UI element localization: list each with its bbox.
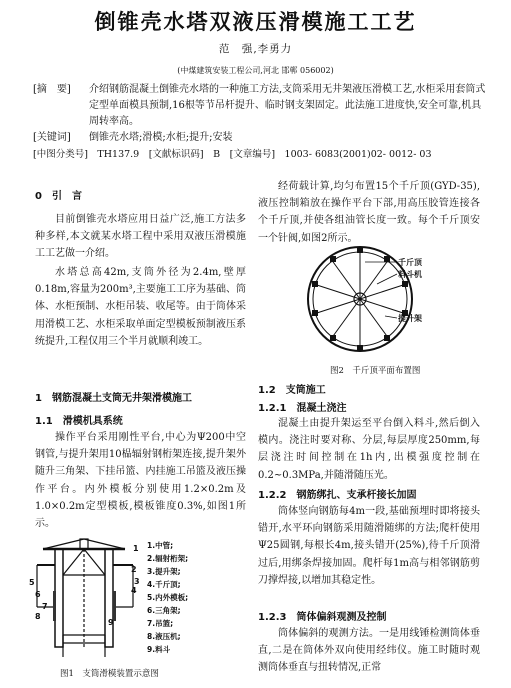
- section-1-1-paragraph: 操作平台采用刚性平台,中心为Ψ200中空钢管,与提升架用10榀辐射钢桁架连接,提升架外随升三角架、下挂吊篮、内挂施工吊篮及液压操作平台。内外模板分别使用1.2×0.2m及1.0×0.2m定型模板,模板锥度0.3%,如图1所示。: [35, 432, 246, 530]
- section-intro-heading: 0 引 言: [35, 191, 82, 202]
- legend-item: 7.吊篮;: [147, 619, 174, 628]
- legend-item: 9.料斗: [147, 645, 171, 654]
- fig1-callout-4: 4: [131, 586, 137, 595]
- fig1-callout-9: 9: [108, 618, 114, 627]
- section-1-2-1-heading: 1.2.1 混凝土浇注: [258, 403, 347, 414]
- classification-line: [中图分类号] TH137.9 [文献标识码] B [文章编号] 1003- 6083(2001)02- 0012- 03: [33, 149, 432, 160]
- intro-paragraph-2: 水塔总高42m,支筒外径为2.4m,壁厚0.18m,容量为200m³,主要施工工序为基础、筒体、水柜预制、水柜吊装、收尾等。由于筒体采用滑模工艺、水柜采取单面定型模板预制液压系统提升,工程仅用三个半月就顺利竣工。: [35, 267, 246, 347]
- intro-paragraph-1: 目前倒锥壳水塔应用日益广泛,施工方法多种多样,本文就某水塔工程中采用双液压滑模施工工艺做一介绍。: [35, 214, 246, 260]
- fig1-callout-2: 2: [131, 565, 137, 574]
- fig1-callout-8: 8: [35, 612, 41, 621]
- keywords: [33, 130, 488, 146]
- legend-item: 6.三角架;: [147, 606, 181, 615]
- section-1-2-heading: 1.2 支筒施工: [258, 385, 326, 396]
- fig1-callout-7: 7: [42, 602, 48, 611]
- legend-item: 3.提升架;: [147, 567, 181, 576]
- figure-1-caption: 图1 支筒滑模装置示意图: [60, 669, 159, 679]
- figure-2-caption: 图2 千斤顶平面布置图: [330, 366, 421, 376]
- authors: 范 强,李勇力: [218, 43, 293, 55]
- fig1-callout-1: 1: [133, 544, 139, 553]
- section-1-2-2-paragraph: 筒体竖向钢筋每4m一段,基础预埋时即将接头错开,水平环向钢筋采用随滑随绑的方法;爬杆使用Ψ25圆钢,每根长4m,接头错开(25%),待千斤顶滑过后,用绑条焊接加固。爬杆每1m高与相邻钢筋剪刀撑焊接,以增加其稳定性。: [258, 506, 480, 586]
- section-1-2-2-heading: 1.2.2 钢筋绑扎、支承杆接长加固: [258, 490, 417, 501]
- legend-item: 1.中管;: [147, 541, 174, 550]
- legend-item: 8.液压机;: [147, 632, 181, 641]
- fig1-callout-5: 5: [29, 578, 35, 587]
- legend-item: 4.千斤顶;: [147, 580, 181, 589]
- figure-1-drawing: [33, 535, 145, 665]
- section-1-2-1-paragraph: 混凝土由提升架运至平台倒入料斗,然后倒入模内。浇注时要对称、分层,每层厚度250mm,每层浇注时间控制在1h内,出模强度控制在0.2~0.3MPa,并随滑随压光。: [258, 418, 480, 481]
- legend-item: 5.内外模板;: [147, 593, 189, 602]
- figure-1-legend: [147, 539, 217, 656]
- abstract-label: [摘 要]: [33, 84, 71, 95]
- fig2-label-lift-frame: 提升架: [398, 314, 422, 323]
- legend-item: 2.辐射桁架;: [147, 554, 189, 563]
- fig1-callout-6: 6: [35, 590, 41, 599]
- paper-title: 倒锥壳水塔双液压滑模施工工艺: [94, 10, 417, 34]
- fig2-label-jack: 千斤顶: [398, 258, 422, 267]
- section-1-heading: 1 钢筋混凝土支筒无井架滑模施工: [35, 393, 192, 404]
- section-1-2-3-paragraph: 筒体偏斜的观测方法。一是用线锤检测筒体垂直,二是在筒体外双向使用经纬仪。施工时随时观测筒体垂直与扭转情况,正常: [258, 628, 480, 674]
- abstract-text: 介绍钢筋混凝土倒锥壳水塔的一种施工方法,支筒采用无井架液压滑模工艺,水柜采用套筒式定型单面模具预制,16根等节吊杆提升、临时钢支架固定。此法施工进度快,安全可靠,机具周转率高。: [89, 84, 486, 127]
- affiliation: (中煤建筑安装工程公司,河北 邯郸 056002): [177, 66, 334, 75]
- section-1-1-heading: 1.1 滑模机具系统: [35, 416, 123, 427]
- fig1-callout-3: 3: [134, 577, 140, 586]
- right-paragraph-1: 经荷载计算,均匀布置15个千斤顶(GYD-35),液压控制箱放在操作平台下部,用高压胶管连接各个千斤顶,并使各组油管长度一致。每个千斤顶安一个针阀,如图2所示。: [258, 181, 480, 244]
- fig2-label-hopper: 料斗机: [398, 270, 422, 279]
- keywords-text: 倒锥壳水塔;滑模;水柜;提升;安装: [89, 132, 233, 143]
- keywords-label: [关键词]: [33, 132, 71, 143]
- section-1-2-3-heading: 1.2.3 筒体偏斜观测及控制: [258, 612, 387, 623]
